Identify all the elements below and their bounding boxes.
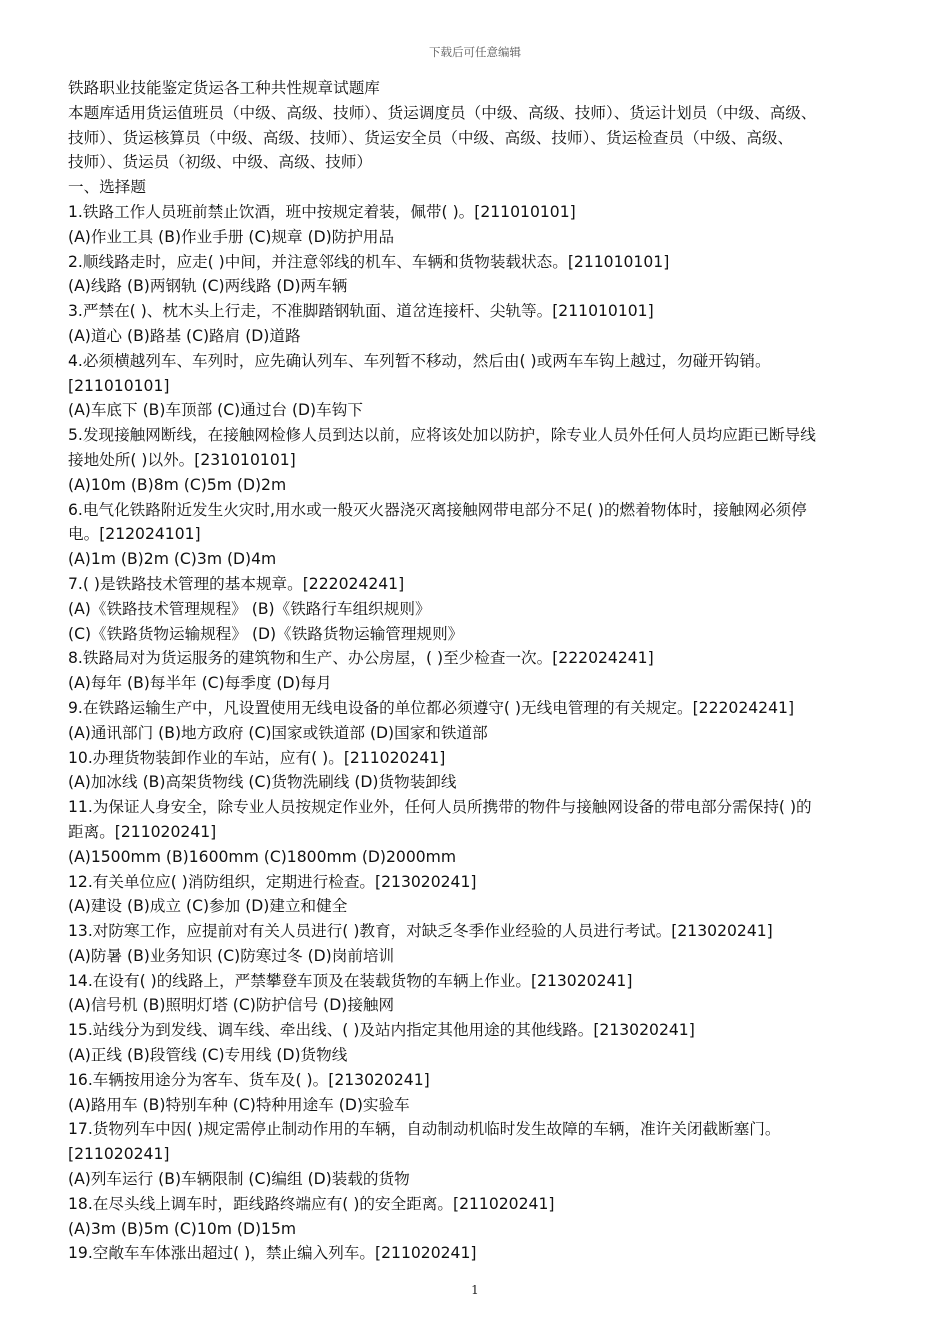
question: 14.在设有( )的线路上，严禁攀登车顶及在装载货物的车辆上作业。[213020241]	[68, 971, 633, 990]
question: 接地处所( )以外。[231010101]	[68, 450, 296, 469]
question: 10.办理货物装卸作业的车站，应有( )。[211020241]	[68, 748, 446, 767]
question: 11.为保证人身安全，除专业人员按规定作业外，任何人员所携带的物件与接触网设备的带电部分需保持( )的	[68, 798, 812, 817]
question: 6.电气化铁路附近发生火灾时,用水或一般灭火器浇灭离接触网带电部分不足( )的燃着物体时，接触网必须停	[68, 500, 807, 519]
question: 距离。[211020241]	[68, 822, 217, 841]
options: (A)1500mm (B)1600mm (C)1800mm (D)2000mm	[68, 847, 457, 866]
options: (A)每年 (B)每半年 (C)每季度 (D)每月	[68, 674, 332, 693]
options: (A)列车运行 (B)车辆限制 (C)编组 (D)装载的货物	[68, 1170, 410, 1189]
text-line: 本题库适用货运值班员（中级、高级、技师）、货运调度员（中级、高级、技师）、货运计划员（中级、高级、	[68, 103, 817, 122]
text-line: 技师）、货运员（初级、中级、高级、技师）	[68, 153, 373, 172]
options: (C)《铁路货物运输规程》 (D)《铁路货物运输管理规则》	[68, 624, 464, 643]
question: [211010101]	[68, 376, 170, 395]
options: (A)道心 (B)路基 (C)路肩 (D)道路	[68, 326, 301, 345]
question: [211020241]	[68, 1145, 170, 1164]
options: (A)建设 (B)成立 (C)参加 (D)建立和健全	[68, 897, 348, 916]
question: 1.铁路工作人员班前禁止饮酒，班中按规定着装，佩带( )。[211010101]	[68, 202, 576, 221]
question: 7.( )是铁路技术管理的基本规章。[222024241]	[68, 574, 405, 593]
page-header: 下载后可任意编辑	[429, 45, 521, 59]
question: 8.铁路局对为货运服务的建筑物和生产、办公房屋，( )至少检查一次。[222024241]	[68, 649, 654, 668]
question: 13.对防寒工作，应提前对有关人员进行( )教育，对缺乏冬季作业经验的人员进行考试。[213020241]	[68, 922, 773, 941]
question: 4.必须横越列车、车列时，应先确认列车、车列暂不移动，然后由( )或两车车钩上越过，勿碰开钩销。	[68, 351, 771, 370]
options: (A)车底下 (B)车顶部 (C)通过台 (D)车钩下	[68, 401, 363, 420]
section-heading: 一、选择题	[68, 178, 146, 197]
options: (A)作业工具 (B)作业手册 (C)规章 (D)防护用品	[68, 227, 395, 246]
question: 15.站线分为到发线、调车线、牵出线、( )及站内指定其他用途的其他线路。[213020241]	[68, 1021, 695, 1040]
question: 9.在铁路运输生产中，凡设置使用无线电设备的单位都必须遵守( )无线电管理的有关规定。[222024241]	[68, 698, 795, 717]
options: (A)通讯部门 (B)地方政府 (C)国家或铁道部 (D)国家和铁道部	[68, 723, 488, 742]
question: 3.严禁在( )、枕木头上行走，不准脚踏钢轨面、道岔连接杆、尖轨等。[211010101]	[68, 302, 654, 321]
page-number: 1	[471, 1283, 479, 1297]
document-body	[68, 76, 898, 1266]
options: (A)信号机 (B)照明灯塔 (C)防护信号 (D)接触网	[68, 996, 395, 1015]
options: (A)《铁路技术管理规程》 (B)《铁路行车组织规则》	[68, 599, 431, 618]
question: 17.货物列车中因( )规定需停止制动作用的车辆，自动制动机临时发生故障的车辆，准许关闭截断塞门。	[68, 1120, 781, 1139]
question: 5.发现接触网断线，在接触网检修人员到达以前，应将该处加以防护，除专业人员外任何人员均应距已断导线	[68, 426, 816, 445]
options: (A)3m (B)5m (C)10m (D)15m	[68, 1219, 297, 1238]
question: 2.顺线路走时，应走( )中间，并注意邻线的机车、车辆和货物装载状态。[211010101]	[68, 252, 670, 271]
question: 19.空敞车车体涨出超过( )，禁止编入列车。[211020241]	[68, 1244, 477, 1263]
question: 18.在尽头线上调车时，距线路终端应有( )的安全距离。[211020241]	[68, 1194, 555, 1213]
doc-title: 铁路职业技能鉴定货运各工种共性规章试题库	[68, 79, 380, 97]
options: (A)加冰线 (B)高架货物线 (C)货物洗刷线 (D)货物装卸线	[68, 773, 457, 792]
question: 电。[212024101]	[68, 525, 201, 544]
question: 12.有关单位应( )消防组织，定期进行检查。[213020241]	[68, 872, 477, 891]
options: (A)1m (B)2m (C)3m (D)4m	[68, 550, 277, 569]
options: (A)正线 (B)段管线 (C)专用线 (D)货物线	[68, 1046, 348, 1065]
text-line: 技师）、货运核算员（中级、高级、技师）、货运安全员（中级、高级、技师）、货运检查员（中级、高级、	[68, 128, 794, 147]
options: (A)防暑 (B)业务知识 (C)防寒过冬 (D)岗前培训	[68, 946, 395, 965]
question: 16.车辆按用途分为客车、货车及( )。[213020241]	[68, 1070, 430, 1089]
options: (A)路用车 (B)特别车种 (C)特种用途车 (D)实验车	[68, 1095, 410, 1114]
options: (A)10m (B)8m (C)5m (D)2m	[68, 475, 287, 494]
options: (A)线路 (B)两钢轨 (C)两线路 (D)两车辆	[68, 277, 348, 296]
